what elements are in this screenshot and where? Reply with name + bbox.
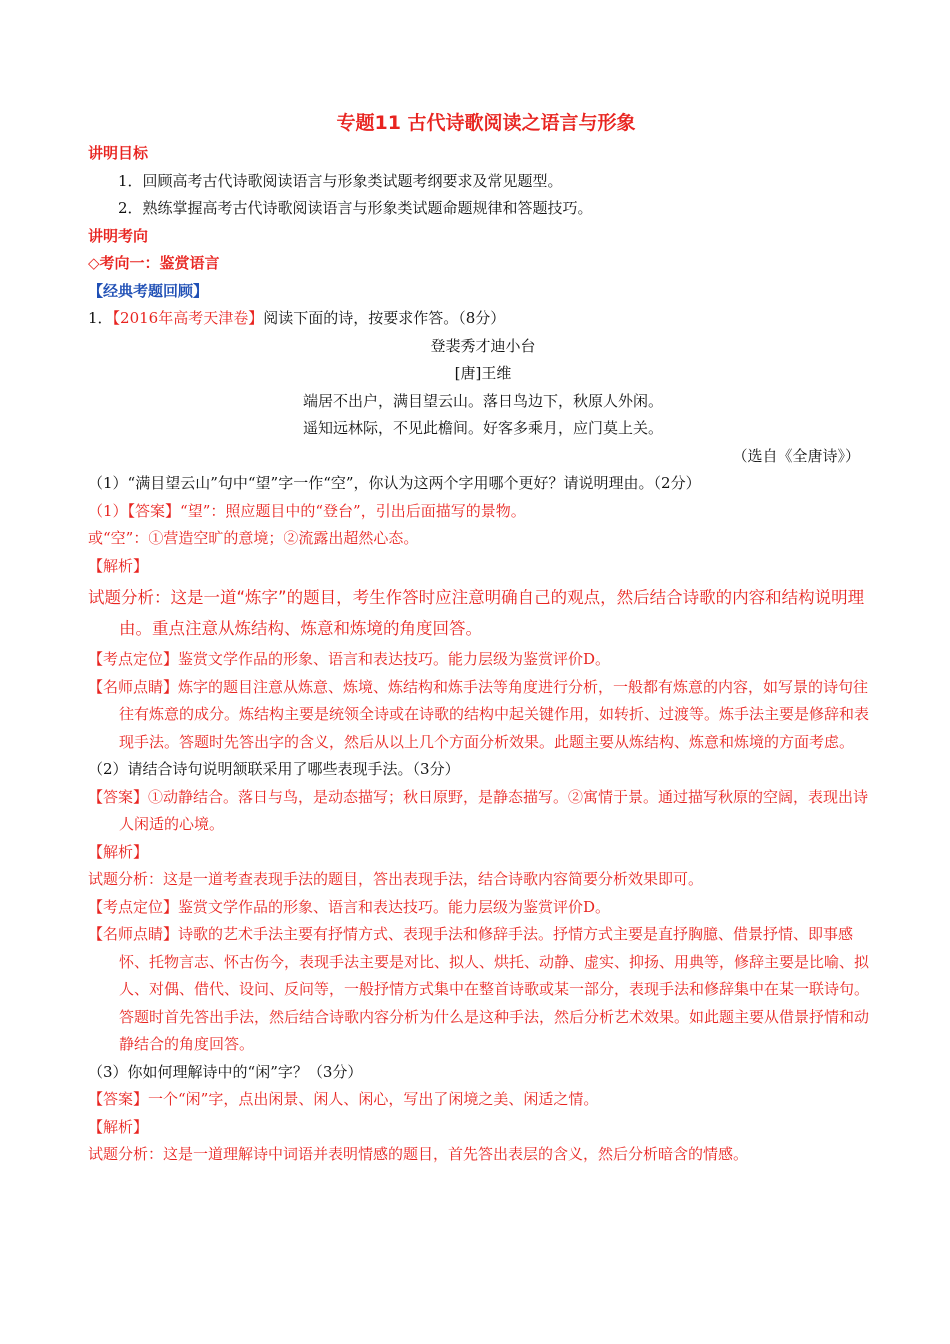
document-page xyxy=(88,108,878,1169)
kaodian-label: 【考点定位】 xyxy=(88,897,179,916)
analysis-text: 试题分析：这是一道“炼字”的题目，考生作答时应注意明确自己的观点，然后结合诗歌的内容和结构说明理由。重点注意从炼结构、炼意和炼境的角度回答。 xyxy=(88,588,865,638)
page-title: 专题11 古代诗歌阅读之语言与形象 xyxy=(336,112,636,134)
analysis-label: 【解析】 xyxy=(88,842,149,861)
answer-1-line-2: 或“空”：①营造空旷的意境；②流露出超然心态。 xyxy=(88,529,419,547)
kaodian-2 xyxy=(88,894,878,922)
analysis-text: 试题分析：这是一道考查表现手法的题目，答出表现手法，结合诗歌内容简要分析效果即可。 xyxy=(88,870,704,888)
answer-text: 一个“闲”字，点出闲景、闲人、闲心，写出了闲境之美、闲适之情。 xyxy=(148,1090,599,1108)
question-text: 阅读下面的诗，按要求作答。（8分） xyxy=(263,309,506,327)
answer-2 xyxy=(88,784,878,839)
analysis-label: 【解析】 xyxy=(88,556,149,575)
exam-tag: 【2016年高考天津卷】 xyxy=(112,309,264,327)
direction-heading: 讲明考向 xyxy=(88,226,149,245)
kaodian-1 xyxy=(88,646,878,674)
question-number: 1． xyxy=(88,309,113,327)
answer-text: ①动静结合。落日与鸟，是动态描写；秋日原野，是静态描写。②寓情于景。通过描写秋原的空阔，表现出诗人闲适的心境。 xyxy=(119,787,869,833)
sub-question-3: （3）你如何理解诗中的“闲”字？（3分） xyxy=(88,1062,363,1081)
question-1 xyxy=(88,305,878,333)
answer-1-line-1: （1）【答案】“望”：照应题目中的“登台”，引出后面描写的景物。 xyxy=(88,501,526,520)
mingshi-1 xyxy=(88,674,878,757)
direction-one: ◇考向一：鉴赏语言 xyxy=(88,254,220,272)
analysis-text: 试题分析：这是一道理解诗中词语并表明情感的题目，首先答出表层的含义，然后分析暗含的情感。 xyxy=(88,1145,749,1163)
goal-heading: 讲明目标 xyxy=(88,144,149,162)
answer-3 xyxy=(88,1086,878,1114)
mingshi-2 xyxy=(88,921,878,1059)
classic-heading: 【经典考题回顾】 xyxy=(88,281,209,300)
analysis-label: 【解析】 xyxy=(88,1117,149,1136)
poem-title: 登裴秀才迪小台 xyxy=(430,336,536,355)
mingshi-text: 诗歌的艺术手法主要有抒情方式、表现手法和修辞手法。抒情方式主要是直抒胸臆、借景抒情、即事感怀、托物言志、怀古伤今，表现手法主要是对比、拟人、烘托、动静、虚实、抑扬、用典等，修辞主要是比喻、拟人、对偶、借代、设问、反问等，一般抒情方式集中在整首诗歌或某一部分，表现手法和修辞集中在某一联诗句。答题时首先答出手法，然后结合诗歌内容分析为什么是这种手法，然后分析艺术效果。如此题主要从借景抒情和动静结合的角度回答。 xyxy=(119,925,870,1053)
answer-label: 【答案】 xyxy=(88,1090,149,1108)
kaodian-text: 鉴赏文学作品的形象、语言和表达技巧。能力层级为鉴赏评价D。 xyxy=(178,897,611,916)
answer-label: 【答案】 xyxy=(88,787,149,806)
mingshi-label: 【名师点睛】 xyxy=(88,677,179,696)
poem-line: 端居不出户，满目望云山。落日鸟边下，秋原人外闲。 xyxy=(302,391,663,410)
mingshi-label: 【名师点睛】 xyxy=(88,925,179,943)
poem-line: 遥知远林际，不见此檐间。好客多乘月，应门莫上关。 xyxy=(302,419,663,437)
sub-question-1: （1）“满目望云山”句中“望”字一作“空”，你认为这两个字用哪个更好？请说明理由。（2分） xyxy=(88,474,701,492)
poem-source: （选自《全唐诗》） xyxy=(732,446,860,465)
goal-item: 2．熟练掌握高考古代诗歌阅读语言与形象类试题命题规律和答题技巧。 xyxy=(118,199,593,217)
kaodian-label: 【考点定位】 xyxy=(88,650,179,668)
goal-item: 1．回顾高考古代诗歌阅读语言与形象类试题考纲要求及常见题型。 xyxy=(118,171,563,190)
poem-author: [唐]王维 xyxy=(454,364,512,382)
sub-question-2: （2）请结合诗句说明颔联采用了哪些表现手法。（3分） xyxy=(88,760,460,778)
mingshi-text: 炼字的题目注意从炼意、炼境、炼结构和炼手法等角度进行分析，一般都有炼意的内容，如写景的诗句往往有炼意的成分。炼结构主要是统领全诗或在诗歌的结构中起关键作用，如转折、过渡等。炼手法主要是修辞和表现手法。答题时先答出字的含义，然后从以上几个方面分析效果。此题主要从炼结构、炼意和炼境的方面考虑。 xyxy=(119,677,870,751)
kaodian-text: 鉴赏文学作品的形象、语言和表达技巧。能力层级为鉴赏评价D。 xyxy=(178,650,611,668)
